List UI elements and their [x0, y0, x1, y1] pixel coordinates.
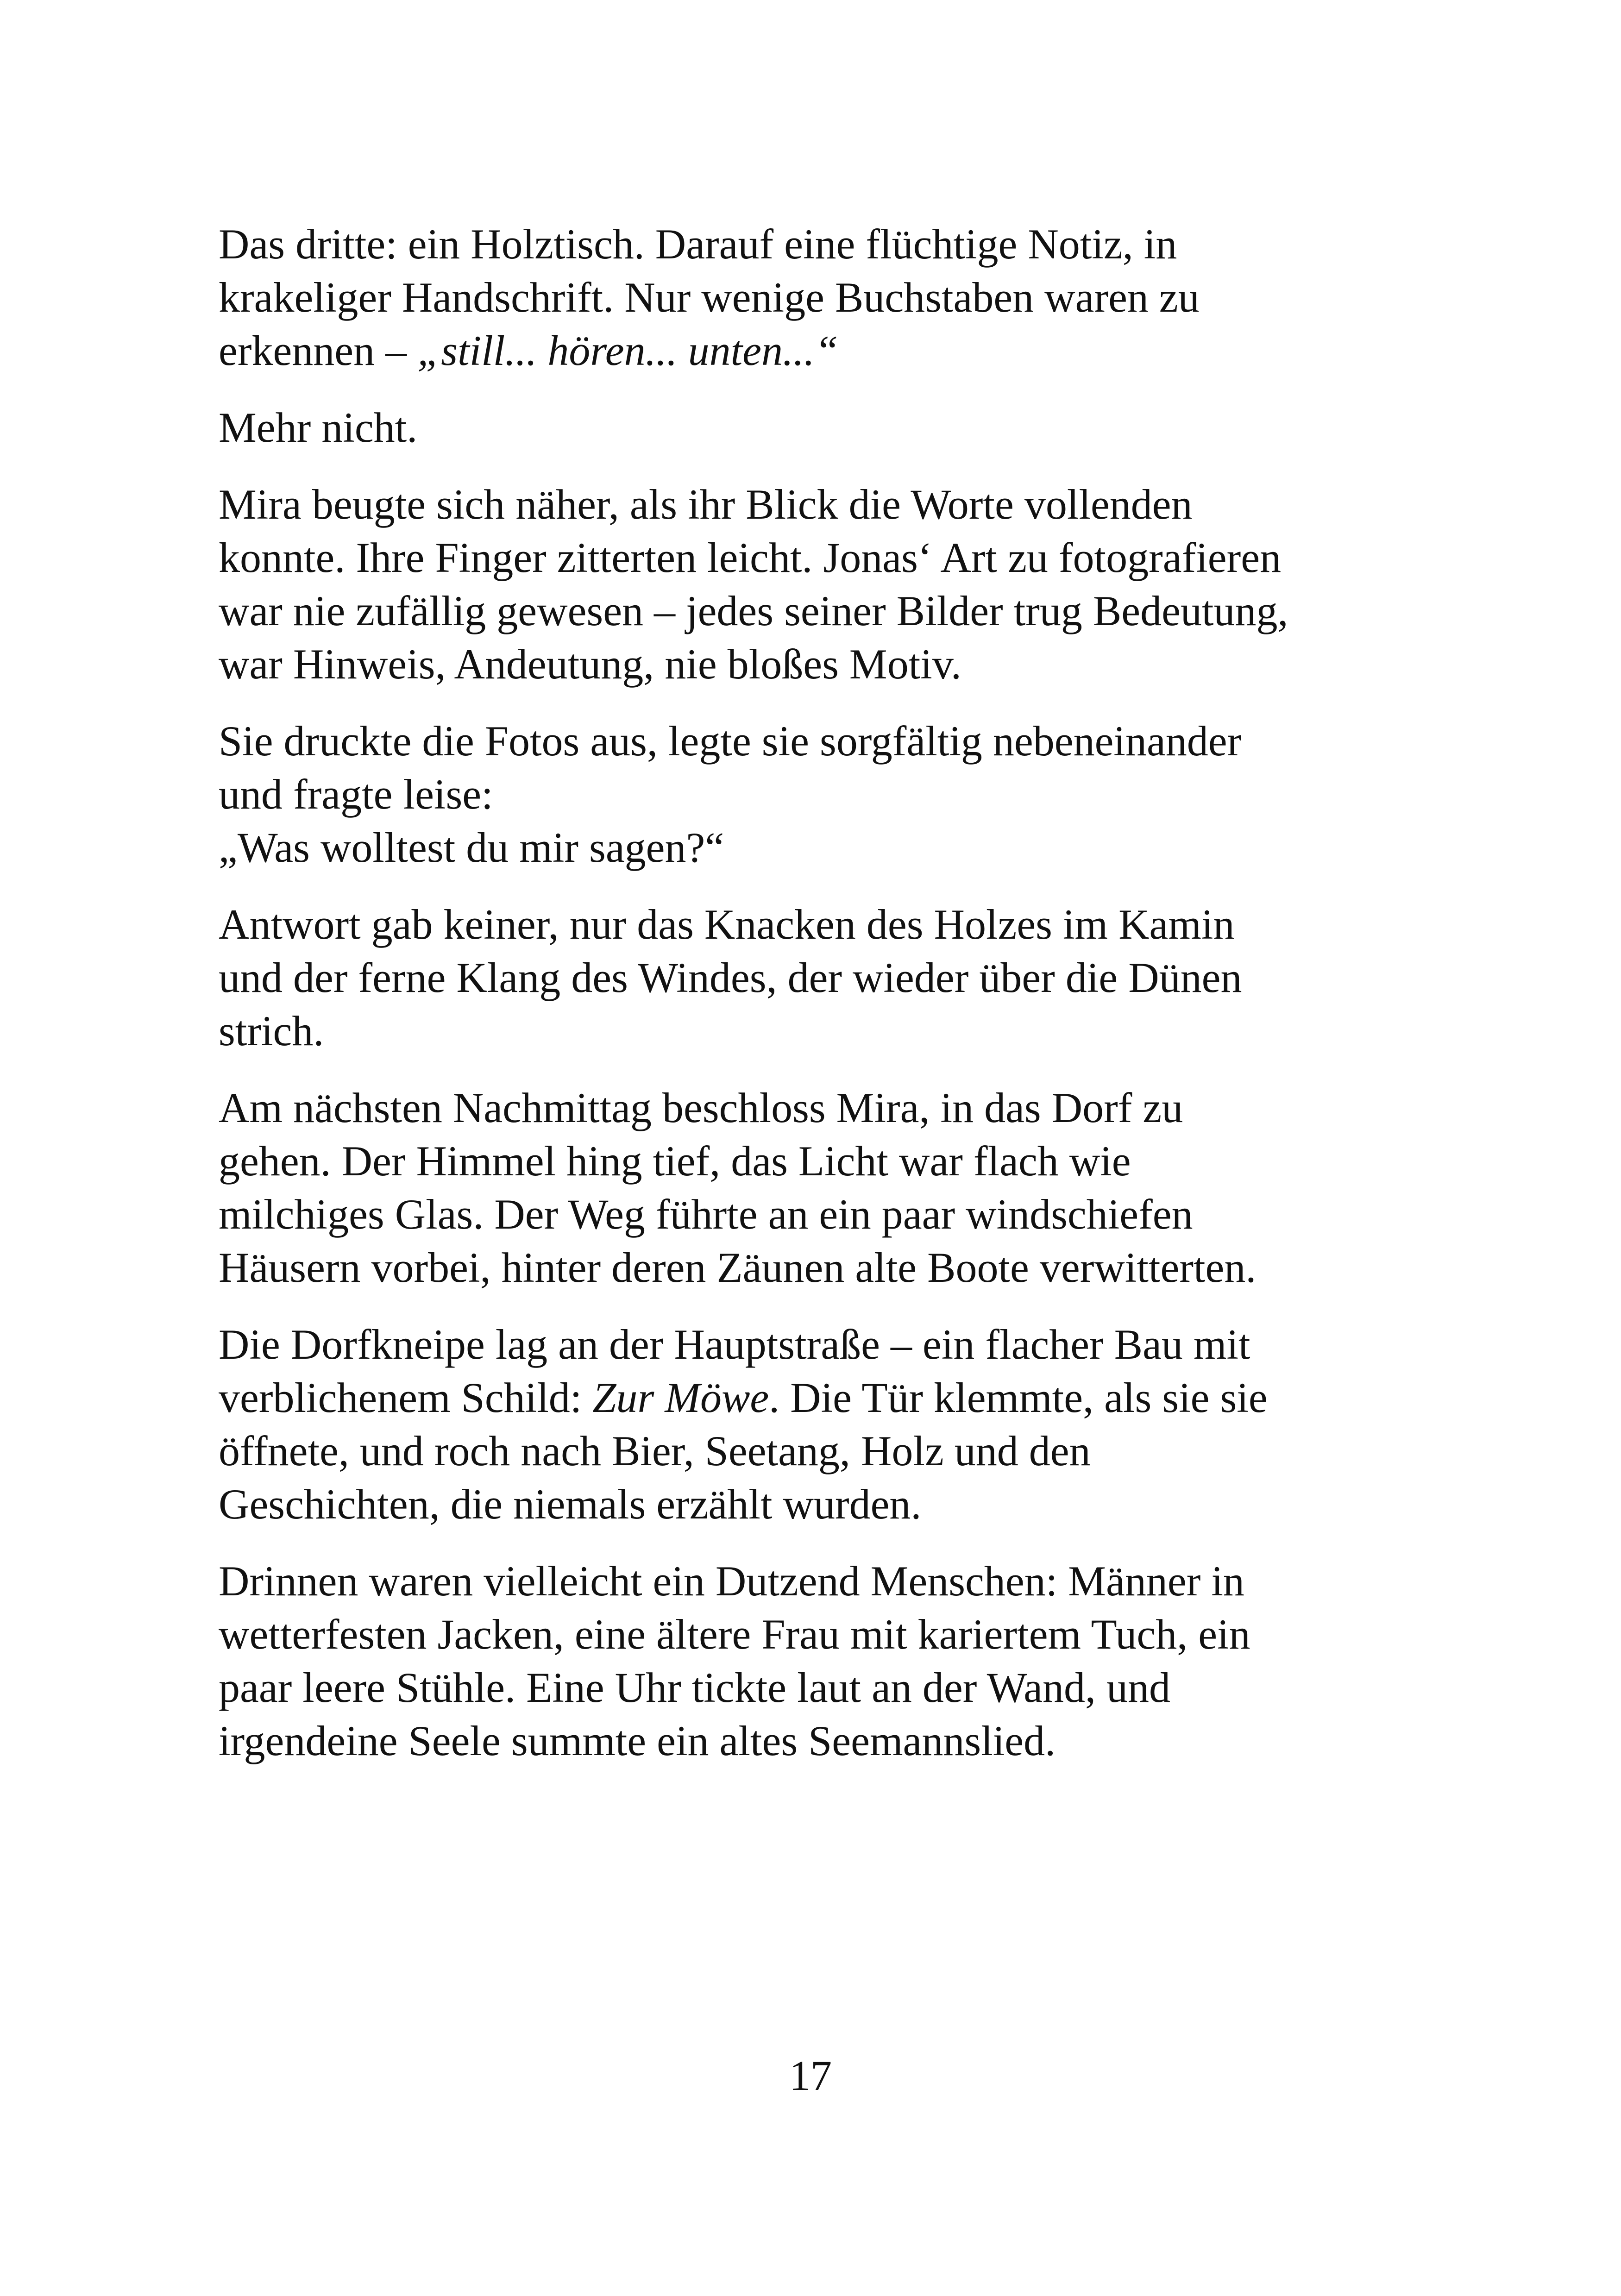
text-line [219, 1371, 1414, 1424]
paragraph-3 [219, 478, 1414, 691]
paragraph-6 [219, 1081, 1414, 1294]
text-line: war nie zufällig gewesen – jedes seiner Bilder trug Bedeutung, [219, 587, 1288, 634]
text-fragment: verblichenem Schild: [219, 1374, 593, 1421]
text-line: wetterfesten Jacken, eine ältere Frau mit kariertem Tuch, ein [219, 1611, 1250, 1658]
text-line: Mira beugte sich näher, als ihr Blick die Worte vollenden [219, 481, 1193, 528]
paragraph-1 [219, 218, 1414, 377]
paragraph-4 [219, 715, 1414, 874]
italic-quote: „still... hören... unten...“ [417, 327, 839, 374]
paragraph-8 [219, 1555, 1414, 1768]
text-line: Sie druckte die Fotos aus, legte sie sorgfältig nebeneinander [219, 717, 1242, 765]
text-line: strich. [219, 1007, 324, 1054]
text-line: Antwort gab keiner, nur das Knacken des Holzes im Kamin [219, 901, 1235, 948]
paragraph-5 [219, 898, 1414, 1058]
text-line: Das dritte: ein Holztisch. Darauf eine flüchtige Notiz, in [219, 220, 1177, 268]
paragraph-2 [219, 401, 1414, 454]
text-line: Die Dorfkneipe lag an der Hauptstraße – ein flacher Bau mit [219, 1321, 1250, 1368]
text-line: paar leere Stühle. Eine Uhr tickte laut an der Wand, und [219, 1664, 1171, 1711]
text-line [219, 324, 1414, 377]
text-line: gehen. Der Himmel hing tief, das Licht war flach wie [219, 1137, 1131, 1185]
text-line: krakeliger Handschrift. Nur wenige Buchstaben waren zu [219, 274, 1200, 321]
italic-pub-name: Zur Möwe [592, 1374, 769, 1421]
text-line: Mehr nicht. [219, 404, 418, 451]
text-line: „Was wolltest du mir sagen?“ [219, 824, 724, 871]
text-line: Am nächsten Nachmittag beschloss Mira, in das Dorf zu [219, 1084, 1183, 1131]
text-line: irgendeine Seele summte ein altes Seemannslied. [219, 1717, 1056, 1764]
text-line: Häusern vorbei, hinter deren Zäunen alte Boote verwitterten. [219, 1244, 1257, 1291]
text-line: und fragte leise: [219, 771, 493, 818]
text-line: öffnete, und roch nach Bier, Seetang, Holz und den [219, 1427, 1091, 1474]
text-line: und der ferne Klang des Windes, der wieder über die Dünen [219, 954, 1242, 1001]
text-line: milchiges Glas. Der Weg führte an ein paar windschiefen [219, 1191, 1193, 1238]
body-text [219, 218, 1414, 1791]
text-line: war Hinweis, Andeutung, nie bloßes Motiv. [219, 640, 961, 688]
text-fragment: . Die Tür klemmte, als sie sie [769, 1374, 1268, 1421]
text-line: Geschichten, die niemals erzählt wurden. [219, 1480, 922, 1528]
text-line: konnte. Ihre Finger zitterten leicht. Jonas‘ Art zu fotografieren [219, 534, 1282, 581]
paragraph-7 [219, 1318, 1414, 1531]
text-line: Drinnen waren vielleicht ein Dutzend Menschen: Männer in [219, 1557, 1244, 1605]
page-number: 17 [789, 2052, 832, 2099]
text-fragment: erkennen – [219, 327, 418, 374]
